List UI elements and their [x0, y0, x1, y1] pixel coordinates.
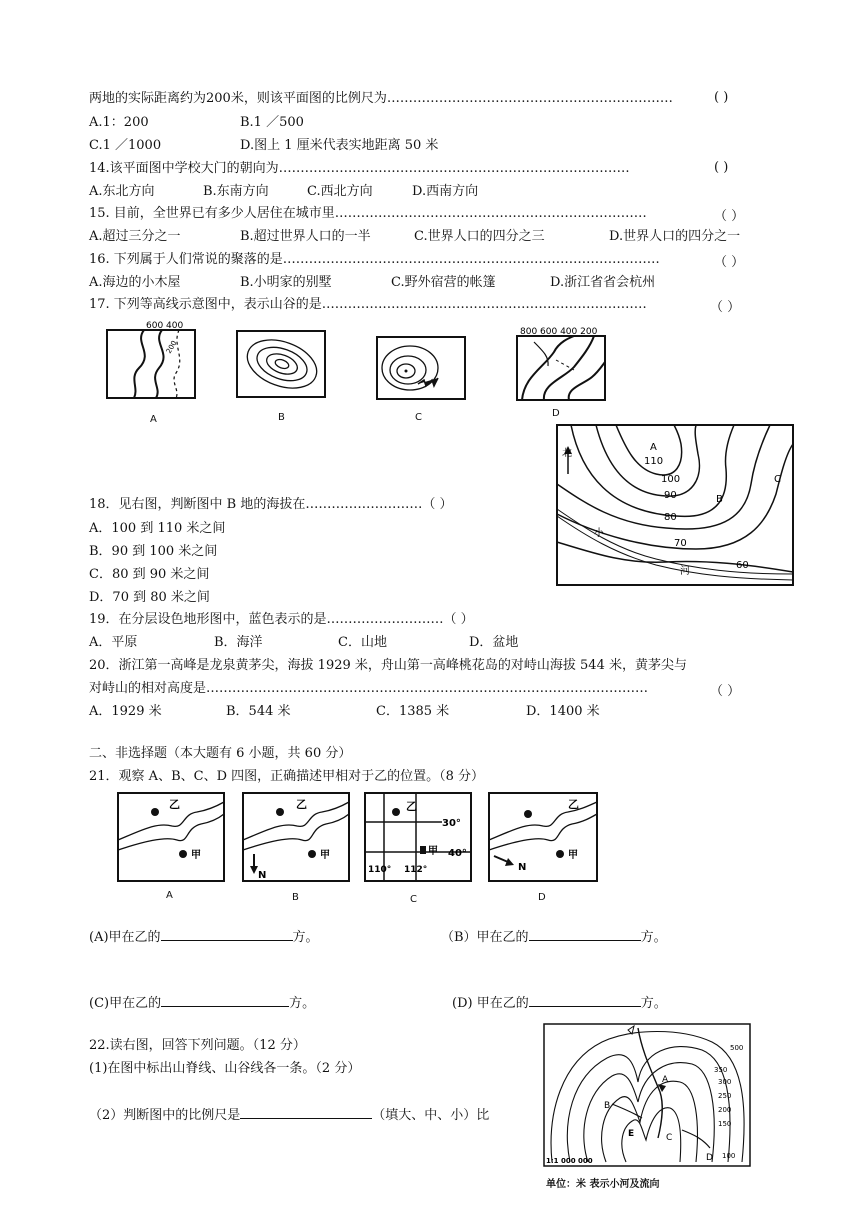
q13-stem: 两地的实际距离约为200米，则该平面图的比例尺为…………………………………………………………: [89, 91, 673, 106]
q22-scale-blank[interactable]: [240, 1105, 372, 1119]
point-c-label: C: [774, 474, 781, 485]
section-2-heading: 二、非选择题（本大题有 6 小题，共 60 分）: [89, 746, 352, 761]
contour-90-label: 90: [664, 490, 677, 501]
q20-option-c: C．1385 米: [376, 704, 450, 719]
q21-figure-d: [488, 792, 600, 886]
q22-legend: 单位：米 表示小河及流向: [546, 1179, 660, 1190]
q21c-lon110-label: 110°: [368, 865, 392, 875]
q21b-yi-label: 乙: [296, 798, 307, 811]
q21-answer-c-prefix: (C)甲在乙的: [89, 996, 162, 1011]
q15-answer-paren: （ ）: [714, 209, 745, 224]
q21-answer-c-suffix: 方。: [289, 996, 316, 1011]
q20-option-d: D．1400 米: [526, 704, 600, 719]
q22-point-d-label: D: [706, 1153, 713, 1163]
q22-contour-200: 200: [718, 1106, 732, 1114]
q14-option-a: A.东北方向: [89, 184, 155, 199]
q20-stem-line1: 20．浙江第一高峰是龙泉黄茅尖，海拔 1929 米，舟山第一高峰桃花岛的对峙山海拔 544 米，黄茅尖与: [89, 658, 687, 673]
q20-option-b: B．544 米: [226, 704, 291, 719]
q21b-north-label: N: [258, 870, 267, 881]
north-label: 北: [562, 448, 572, 459]
q22-point-c-label: C: [666, 1133, 673, 1143]
q21-fig-d-caption: D: [538, 892, 546, 903]
river-label-1: 小: [594, 528, 604, 539]
fig-d-caption: D: [552, 408, 560, 419]
q21-figure-b: [242, 792, 352, 886]
q21-answer-a: [89, 927, 319, 947]
q17-stem: 17. 下列等高线示意图中，表示山谷的是…………………………………………………………………: [89, 297, 647, 312]
q22-sub2-prefix: （2）判断图中的比例尺是: [89, 1108, 241, 1123]
q22-sub1: (1)在图中标出山脊线、山谷线各一条。（2 分）: [89, 1061, 361, 1076]
q18-option-a: A．100 到 110 米之间: [89, 521, 226, 536]
q21c-lat40-label: 40°: [448, 848, 467, 859]
q21c-yi-label: 乙: [406, 800, 417, 813]
q21c-lon112-label: 112°: [404, 865, 428, 875]
q13-option-b: B.1 ／500: [240, 115, 304, 130]
q21-answer-d-suffix: 方。: [640, 996, 667, 1011]
q21d-yi-label: 乙: [568, 798, 579, 811]
q14-answer-paren: ( ): [714, 160, 729, 175]
q14-option-b: B.东南方向: [203, 184, 269, 199]
q22-stem: 22.读右图，回答下列问题。（12 分）: [89, 1038, 306, 1053]
q21-answer-d-prefix: (D) 甲在乙的: [452, 996, 529, 1011]
q21-figure-c: [364, 792, 474, 886]
q21-fig-b-caption: B: [292, 892, 299, 903]
q15-option-b: B.超过世界人口的一半: [240, 229, 371, 244]
q21d-north-label: N: [518, 862, 527, 873]
q22-sub2: [89, 1105, 489, 1125]
q21-stem: 21．观察 A、B、C、D 四图，正确描述甲相对于乙的位置。（8 分）: [89, 769, 485, 784]
q21-fig-a-caption: A: [166, 890, 173, 901]
q18-option-d: D．70 到 80 米之间: [89, 590, 210, 605]
q21-fig-c-caption: C: [410, 894, 417, 905]
fig-c-caption: C: [415, 412, 422, 423]
q21d-jia-label: 甲: [568, 850, 578, 861]
q22-contour-350: 350: [714, 1066, 728, 1074]
q22-scale-label: 1:1 000 000: [546, 1157, 593, 1165]
q14-option-c: C.西北方向: [307, 184, 373, 199]
q21a-yi-label: 乙: [169, 798, 180, 811]
q18-option-c: C．80 到 90 米之间: [89, 567, 210, 582]
q21-answer-d: [452, 993, 667, 1013]
q15-option-d: D.世界人口的四分之一: [609, 229, 741, 244]
q16-option-b: B.小明家的别墅: [240, 275, 332, 290]
q22-contour-500: 500: [730, 1044, 744, 1052]
q19-option-b: B．海洋: [214, 635, 263, 650]
contour-110-label: 110: [644, 456, 664, 467]
q13-option-c: C.1 ／1000: [89, 138, 162, 153]
q21-answer-b-blank[interactable]: [529, 927, 641, 941]
q15-stem: 15. 目前，全世界已有多少人居住在城市里………………………………………………………………: [89, 206, 647, 221]
fig-a-top-label: 600 400: [146, 321, 184, 331]
q22-contour-map: [542, 1022, 754, 1168]
contour-80-label: 80: [664, 512, 677, 523]
q18-option-b: B．90 到 100 米之间: [89, 544, 218, 559]
point-a-label: A: [650, 442, 657, 453]
fig-a-inner-label: 200: [164, 339, 179, 355]
q16-stem: 16. 下列属于人们常说的聚落的是……………………………………………………………………………: [89, 252, 660, 267]
contour-figure-d: [514, 322, 610, 404]
q19-option-c: C．山地: [338, 635, 387, 650]
q14-option-d: D.西南方向: [412, 184, 479, 199]
q21-answer-a-blank[interactable]: [161, 927, 293, 941]
q13-option-a: A.1：200: [89, 115, 149, 130]
q15-option-a: A.超过三分之一: [89, 229, 181, 244]
q19-option-d: D．盆地: [469, 635, 519, 650]
q21a-jia-label: 甲: [191, 850, 201, 861]
q20-stem-line2: 对峙山的相对高度是…………………………………………………………………………………………: [89, 681, 649, 696]
q13-answer-paren: ( ): [714, 90, 729, 105]
contour-figure-a: [104, 318, 200, 408]
fig-a-caption: A: [150, 414, 157, 425]
contour-70-label: 70: [674, 538, 687, 549]
q21-answer-c-blank[interactable]: [161, 993, 289, 1007]
fig-d-top-label: 800 600 400 200: [520, 327, 598, 337]
q19-stem: 19．在分层设色地形图中，蓝色表示的是………………………（ ）: [89, 612, 474, 627]
q22-point-a-label: A: [662, 1075, 669, 1085]
q22-contour-250: 250: [718, 1092, 732, 1100]
q21-answer-b-prefix: （B）甲在乙的: [441, 930, 529, 945]
q18-stem: 18．见右图，判断图中 B 地的海拔在………………………（ ）: [89, 497, 453, 512]
q22-contour-100: 100: [722, 1152, 736, 1160]
q20-answer-paren: （ ）: [710, 684, 741, 699]
q18-contour-map: [556, 424, 794, 586]
contour-100-label: 100: [661, 474, 681, 485]
q21c-jia-label: 甲: [428, 846, 438, 857]
contour-60-label: 60: [736, 560, 749, 571]
contour-figure-c: [374, 334, 470, 402]
q19-option-a: A．平原: [89, 635, 138, 650]
contour-figure-b: [234, 328, 330, 402]
q22-point-e-label: E: [628, 1129, 635, 1139]
q22-contour-300: 300: [718, 1078, 732, 1086]
q21-figure-a: [117, 792, 227, 886]
q21b-jia-label: 甲: [320, 850, 330, 861]
q16-option-d: D.浙江省省会杭州: [550, 275, 656, 290]
q21-answer-b: [441, 927, 667, 947]
q21c-lat30-label: 30°: [442, 818, 461, 829]
q14-stem: 14.该平面图中学校大门的朝向为………………………………………………………………………: [89, 161, 630, 176]
q16-option-a: A.海边的小木屋: [89, 275, 181, 290]
q21-answer-a-prefix: (A)甲在乙的: [89, 930, 161, 945]
q21-answer-c: [89, 993, 315, 1013]
q22-point-b-label: B: [604, 1101, 611, 1111]
q16-option-c: C.野外宿营的帐篷: [391, 275, 496, 290]
fig-b-caption: B: [278, 412, 285, 423]
q20-option-a: A．1929 米: [89, 704, 162, 719]
q16-answer-paren: （ ）: [714, 255, 745, 270]
q22-sub2-suffix: （填大、中、小）比: [372, 1108, 490, 1123]
point-b-label: B: [716, 494, 723, 505]
q22-contour-150: 150: [718, 1120, 732, 1128]
q17-answer-paren: （ ）: [710, 300, 741, 315]
q13-option-d: D.图上 1 厘米代表实地距离 50 米: [240, 138, 439, 153]
q15-option-c: C.世界人口的四分之三: [414, 229, 545, 244]
river-label-2: 河: [680, 566, 690, 577]
q21-answer-b-suffix: 方。: [640, 930, 667, 945]
q21-answer-d-blank[interactable]: [529, 993, 641, 1007]
q21-answer-a-suffix: 方。: [292, 930, 319, 945]
